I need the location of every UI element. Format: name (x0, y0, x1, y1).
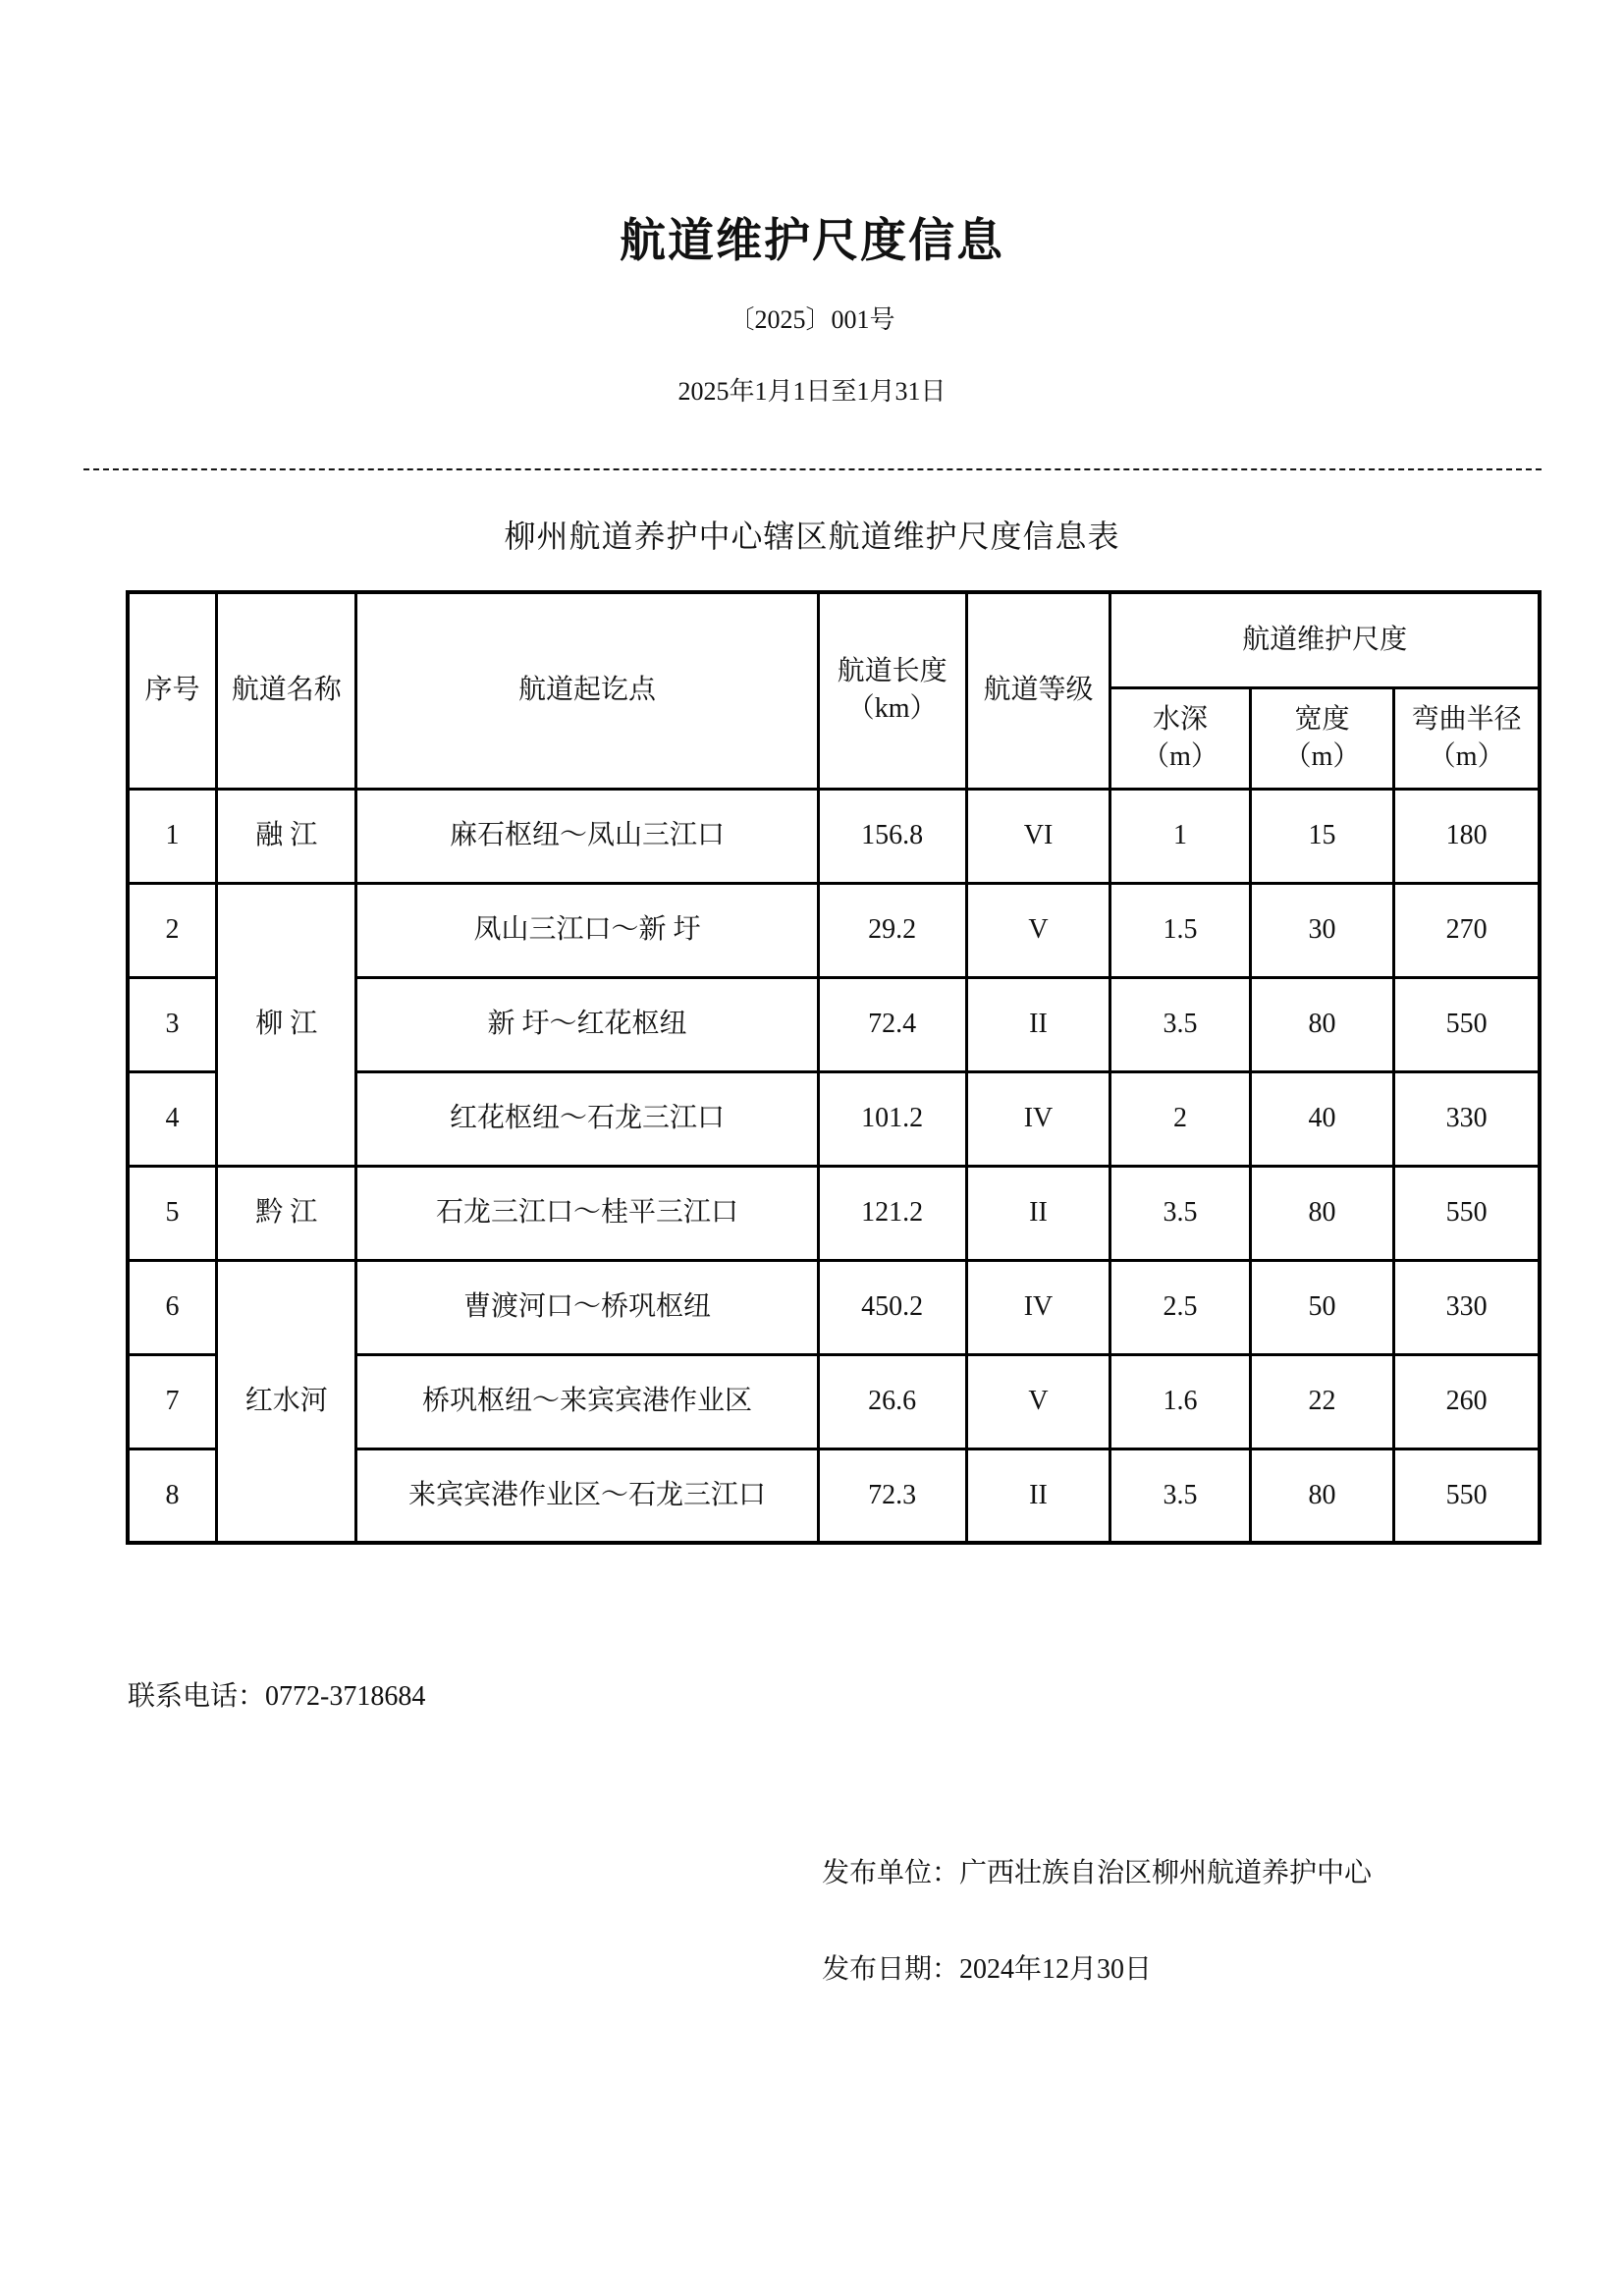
publish-date-line (822, 1947, 1624, 1987)
header-endpoints: 航道起讫点 (356, 592, 818, 789)
doc-number: 〔2025〕001号 (729, 305, 895, 334)
header-depth-line1: 水深 (1153, 703, 1209, 735)
header-width-line2: （m） (1283, 740, 1361, 772)
contact-phone-label: 联系电话： (128, 1681, 266, 1712)
publish-date-value: 2024年12月30日 (959, 1954, 1153, 1985)
cell-depth: 2.5 (1110, 1260, 1250, 1354)
cell-seq: 6 (128, 1260, 217, 1354)
cell-endpoints: 石龙三江口～桂平三江口 (356, 1166, 818, 1260)
header-grade: 航道等级 (966, 592, 1110, 789)
cell-seq: 8 (128, 1449, 217, 1543)
cell-depth: 2 (1110, 1071, 1250, 1166)
cell-depth: 3.5 (1110, 1166, 1250, 1260)
cell-length: 121.2 (818, 1166, 966, 1260)
cell-channel-name: 融 江 (217, 789, 356, 883)
cell-radius: 270 (1394, 883, 1540, 977)
cell-width: 40 (1250, 1071, 1394, 1166)
cell-length: 156.8 (818, 789, 966, 883)
cell-width: 30 (1250, 883, 1394, 977)
cell-grade: V (966, 883, 1110, 977)
cell-channel-name: 黔 江 (217, 1166, 356, 1260)
contact-phone-value: 0772-3718684 (265, 1681, 426, 1712)
header-radius (1394, 687, 1540, 789)
cell-endpoints: 来宾宾港作业区～石龙三江口 (356, 1449, 818, 1543)
table-row (128, 883, 1540, 977)
cell-grade: II (966, 977, 1110, 1071)
publisher-label: 发布单位： (822, 1858, 960, 1888)
cell-length: 29.2 (818, 883, 966, 977)
cell-endpoints: 红花枢纽～石龙三江口 (356, 1071, 818, 1166)
cell-grade: V (966, 1354, 1110, 1449)
header-depth (1110, 687, 1250, 789)
cell-depth: 1.6 (1110, 1354, 1250, 1449)
cell-seq: 1 (128, 789, 217, 883)
cell-radius: 330 (1394, 1071, 1540, 1166)
cell-length: 26.6 (818, 1354, 966, 1449)
table-row (128, 1260, 1540, 1354)
cell-channel-name: 柳 江 (217, 883, 356, 1166)
publish-date-label: 发布日期： (822, 1954, 960, 1985)
header-seq: 序号 (128, 592, 217, 789)
page-title: 航道维护尺度信息 (620, 216, 1004, 267)
contact-phone-line (128, 1674, 1624, 1714)
cell-width: 80 (1250, 1166, 1394, 1260)
cell-length: 450.2 (818, 1260, 966, 1354)
cell-depth: 3.5 (1110, 977, 1250, 1071)
cell-depth: 1 (1110, 789, 1250, 883)
header-radius-line1: 弯曲半径 (1411, 703, 1522, 735)
cell-seq: 4 (128, 1071, 217, 1166)
dashed-divider (83, 468, 1542, 470)
cell-depth: 1.5 (1110, 883, 1250, 977)
cell-endpoints: 新 圩～红花枢纽 (356, 977, 818, 1071)
header-depth-line2: （m） (1142, 740, 1218, 772)
header-length-line2: （km） (846, 693, 938, 725)
header-radius-line2: （m） (1428, 740, 1505, 772)
cell-radius: 330 (1394, 1260, 1540, 1354)
cell-grade: IV (966, 1260, 1110, 1354)
cell-endpoints: 曹渡河口～桥巩枢纽 (356, 1260, 818, 1354)
cell-depth: 3.5 (1110, 1449, 1250, 1543)
cell-radius: 260 (1394, 1354, 1540, 1449)
cell-endpoints: 桥巩枢纽～来宾宾港作业区 (356, 1354, 818, 1449)
header-width (1250, 687, 1394, 789)
publisher-value: 广西壮族自治区柳州航道养护中心 (959, 1858, 1373, 1888)
cell-channel-name: 红水河 (217, 1260, 356, 1543)
cell-seq: 3 (128, 977, 217, 1071)
cell-width: 22 (1250, 1354, 1394, 1449)
cell-width: 50 (1250, 1260, 1394, 1354)
cell-length: 72.4 (818, 977, 966, 1071)
channel-maintenance-table (126, 590, 1542, 1545)
cell-grade: II (966, 1166, 1110, 1260)
doc-date-range: 2025年1月1日至1月31日 (677, 377, 947, 406)
cell-width: 15 (1250, 789, 1394, 883)
cell-radius: 180 (1394, 789, 1540, 883)
cell-width: 80 (1250, 977, 1394, 1071)
cell-endpoints: 凤山三江口～新 圩 (356, 883, 818, 977)
header-length (818, 592, 966, 789)
publisher-line (822, 1851, 1624, 1890)
cell-width: 80 (1250, 1449, 1394, 1543)
header-length-line1: 航道长度 (837, 656, 947, 687)
header-maintenance-group: 航道维护尺度 (1110, 592, 1540, 687)
header-channel-name: 航道名称 (217, 592, 356, 789)
cell-endpoints: 麻石枢纽～凤山三江口 (356, 789, 818, 883)
table-row (128, 1166, 1540, 1260)
cell-grade: II (966, 1449, 1110, 1543)
cell-radius: 550 (1394, 1449, 1540, 1543)
cell-radius: 550 (1394, 977, 1540, 1071)
cell-radius: 550 (1394, 1166, 1540, 1260)
cell-seq: 5 (128, 1166, 217, 1260)
cell-seq: 7 (128, 1354, 217, 1449)
cell-grade: VI (966, 789, 1110, 883)
table-title: 柳州航道养护中心辖区航道维护尺度信息表 (504, 519, 1120, 554)
header-width-line1: 宽度 (1294, 703, 1350, 735)
cell-grade: IV (966, 1071, 1110, 1166)
cell-length: 101.2 (818, 1071, 966, 1166)
table-row (128, 789, 1540, 883)
cell-length: 72.3 (818, 1449, 966, 1543)
cell-seq: 2 (128, 883, 217, 977)
